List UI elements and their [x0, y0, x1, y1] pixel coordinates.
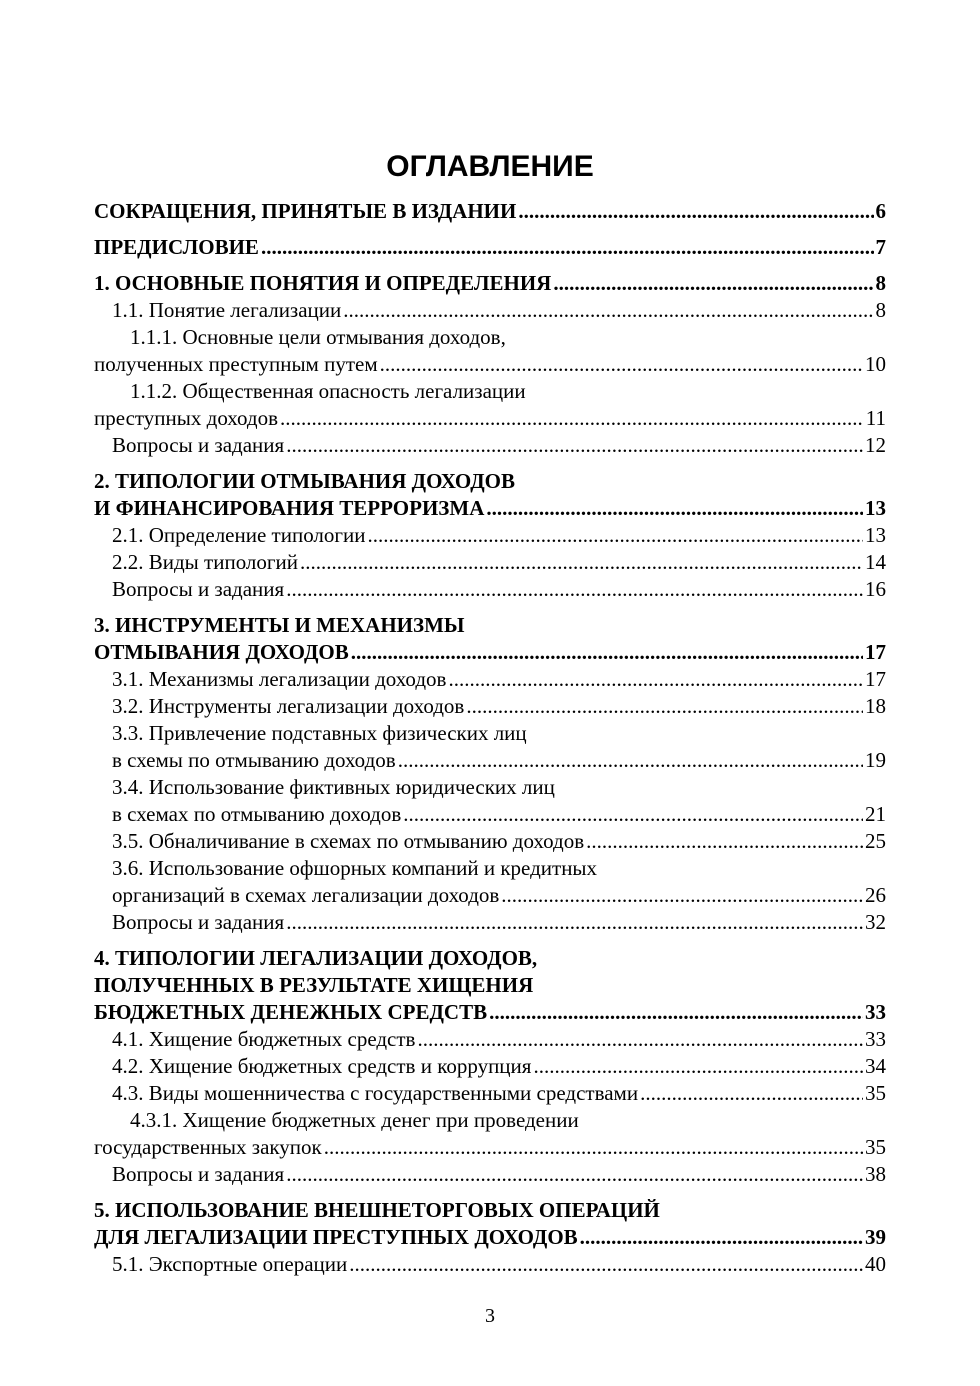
dot-leader: [368, 522, 864, 549]
toc-entry-text: в схемы по отмыванию доходов: [112, 748, 396, 772]
toc-subsubsection-entry[interactable]: [94, 1107, 886, 1161]
toc-entry-text: 3.5. Обналичивание в схемах по отмыванию доходов: [112, 829, 585, 853]
page-title: ОГЛАВЛЕНИЕ: [386, 150, 594, 183]
dot-leader: [448, 666, 863, 693]
toc-entry-text: 3.3. Привлечение подставных физических лиц: [112, 721, 527, 745]
toc-page-number: 12: [865, 433, 886, 457]
toc-page-number: 19: [865, 748, 886, 772]
toc-page-number: 14: [865, 550, 886, 574]
toc-section-entry[interactable]: [94, 549, 886, 576]
toc-chapter-entry[interactable]: [94, 945, 886, 1026]
dot-leader: [580, 1224, 863, 1251]
dot-leader: [466, 693, 863, 720]
toc-page-number: 13: [865, 523, 886, 547]
toc-entry-text: 5.1. Экспортные операции: [112, 1252, 348, 1276]
dot-leader: [586, 828, 863, 855]
dot-leader: [398, 747, 863, 774]
toc-chapter-entry[interactable]: [94, 1197, 886, 1251]
dot-leader: [286, 1161, 863, 1188]
dot-leader: [501, 882, 863, 909]
toc-entry-text: 1.1.1. Основные цели отмывания доходов,: [130, 325, 506, 349]
toc-entry-text: 2.1. Определение типологии: [112, 523, 366, 547]
toc-entry-text: И ФИНАНСИРОВАНИЯ ТЕРРОРИЗМА: [94, 496, 485, 520]
toc-entry-text: преступных доходов: [94, 406, 278, 430]
toc-page-number: 17: [865, 667, 886, 691]
toc-entry-text: Вопросы и задания: [112, 1162, 285, 1186]
toc-subsubsection-entry[interactable]: [94, 378, 886, 432]
toc-chapter-entry[interactable]: [94, 234, 886, 261]
toc-section-entry[interactable]: [94, 855, 886, 909]
toc-entry-text: ОТМЫВАНИЯ ДОХОДОВ: [94, 640, 349, 664]
toc-section-entry[interactable]: [94, 522, 886, 549]
toc-page-number: 38: [865, 1162, 886, 1186]
toc-page-number: 26: [865, 883, 886, 907]
dot-leader: [553, 270, 873, 297]
dot-leader: [533, 1053, 863, 1080]
toc-page-number: 33: [865, 1027, 886, 1051]
toc-entry-text: организаций в схемах легализации доходов: [112, 883, 500, 907]
toc-entry-text: ПОЛУЧЕННЫХ В РЕЗУЛЬТАТЕ ХИЩЕНИЯ: [94, 973, 534, 997]
toc-page-number: 33: [865, 1000, 886, 1024]
toc-section-entry[interactable]: [94, 666, 886, 693]
toc-entry-text: 4.3. Виды мошенничества с государственными средствами: [112, 1081, 639, 1105]
toc-entry-text: 3. ИНСТРУМЕНТЫ И МЕХАНИЗМЫ: [94, 613, 465, 637]
toc-entry-text: 1.1.2. Общественная опасность легализации: [130, 379, 526, 403]
toc-page-number: 39: [865, 1225, 886, 1249]
toc-page-number: 18: [865, 694, 886, 718]
toc-subsubsection-entry[interactable]: [94, 324, 886, 378]
toc-page-number: 8: [875, 271, 886, 295]
toc-entry-text: ДЛЯ ЛЕГАЛИЗАЦИИ ПРЕСТУПНЫХ ДОХОДОВ: [94, 1225, 578, 1249]
toc-section-entry[interactable]: [94, 1053, 886, 1080]
toc-section-entry[interactable]: [94, 297, 886, 324]
toc-page-number: 7: [875, 235, 886, 259]
page-number: 3: [485, 1305, 495, 1327]
toc-page-number: 32: [865, 910, 886, 934]
dot-leader: [351, 639, 863, 666]
toc-page-number: 11: [865, 406, 886, 430]
toc-section-entry[interactable]: [94, 1026, 886, 1053]
dot-leader: [403, 801, 863, 828]
toc-entry-text: 3.6. Использование офшорных компаний и кредитных: [112, 856, 598, 880]
dot-leader: [280, 405, 864, 432]
toc-entry-text: БЮДЖЕТНЫХ ДЕНЕЖНЫХ СРЕДСТВ: [94, 1000, 488, 1024]
toc-page-number: 35: [865, 1135, 886, 1159]
toc-entry-text: Вопросы и задания: [112, 433, 285, 457]
toc-page-number: 21: [865, 802, 886, 826]
toc-page-number: 16: [865, 577, 886, 601]
toc-entry-text: 1. ОСНОВНЫЕ ПОНЯТИЯ И ОПРЕДЕЛЕНИЯ: [94, 271, 552, 295]
toc-entry-text: 3.2. Инструменты легализации доходов: [112, 694, 465, 718]
toc-entry-text: государственных закупок: [94, 1135, 322, 1159]
toc-entry-text: в схемах по отмыванию доходов: [112, 802, 402, 826]
toc-entry-text: 4.2. Хищение бюджетных средств и коррупция: [112, 1054, 532, 1078]
toc-page-number: 35: [865, 1081, 886, 1105]
dot-leader: [349, 1251, 863, 1278]
toc-section-entry[interactable]: [94, 1080, 886, 1107]
toc-section-entry[interactable]: [94, 693, 886, 720]
toc-entry-text: полученных преступным путем: [94, 352, 378, 376]
dot-leader: [486, 495, 863, 522]
toc-chapter-entry[interactable]: [94, 468, 886, 522]
toc-entry-text: Вопросы и задания: [112, 577, 285, 601]
toc-entry-text: 2.2. Виды типологий: [112, 550, 298, 574]
dot-leader: [286, 576, 863, 603]
toc-section-entry[interactable]: [94, 432, 886, 459]
toc-section-entry[interactable]: [94, 720, 886, 774]
toc-page-number: 25: [865, 829, 886, 853]
toc-section-entry[interactable]: [94, 828, 886, 855]
toc-page-number: 40: [865, 1252, 886, 1276]
dot-leader: [286, 909, 863, 936]
dot-leader: [518, 198, 873, 225]
toc-entry-text: 2. ТИПОЛОГИИ ОТМЫВАНИЯ ДОХОДОВ: [94, 469, 515, 493]
dot-leader: [380, 351, 863, 378]
dot-leader: [343, 297, 873, 324]
toc-entry-text: 4.3.1. Хищение бюджетных денег при проведении: [130, 1108, 579, 1132]
toc-entry-text: 4.1. Хищение бюджетных средств: [112, 1027, 416, 1051]
toc-entry-text: Вопросы и задания: [112, 910, 285, 934]
toc-page-number: 8: [875, 298, 886, 322]
toc-chapter-entry[interactable]: [94, 198, 886, 225]
toc-section-entry[interactable]: [94, 576, 886, 603]
toc-page-number: 34: [865, 1054, 886, 1078]
toc-section-entry[interactable]: [94, 1161, 886, 1188]
dot-leader: [640, 1080, 863, 1107]
toc-entry-text: 1.1. Понятие легализации: [112, 298, 342, 322]
toc-entry-text: 4. ТИПОЛОГИИ ЛЕГАЛИЗАЦИИ ДОХОДОВ,: [94, 946, 538, 970]
dot-leader: [417, 1026, 863, 1053]
dot-leader: [300, 549, 863, 576]
toc-entry-text: 3.4. Использование фиктивных юридических лиц: [112, 775, 555, 799]
toc-entry-text: ПРЕДИСЛОВИЕ: [94, 235, 259, 259]
toc-entry-text: СОКРАЩЕНИЯ, ПРИНЯТЫЕ В ИЗДАНИИ: [94, 199, 517, 223]
toc-section-entry[interactable]: [94, 774, 886, 828]
toc-page-number: 17: [865, 640, 886, 664]
toc-chapter-entry[interactable]: [94, 612, 886, 666]
dot-leader: [324, 1134, 863, 1161]
toc-page-number: 6: [875, 199, 886, 223]
dot-leader: [489, 999, 863, 1026]
dot-leader: [286, 432, 863, 459]
toc-section-entry[interactable]: [94, 1251, 886, 1278]
toc-page-number: 13: [865, 496, 886, 520]
toc-entry-text: 5. ИСПОЛЬЗОВАНИЕ ВНЕШНЕТОРГОВЫХ ОПЕРАЦИЙ: [94, 1198, 660, 1222]
toc-section-entry[interactable]: [94, 909, 886, 936]
toc-entry-text: 3.1. Механизмы легализации доходов: [112, 667, 447, 691]
table-of-contents: [94, 198, 886, 1278]
toc-page-number: 10: [865, 352, 886, 376]
toc-chapter-entry[interactable]: [94, 270, 886, 297]
dot-leader: [261, 234, 874, 261]
